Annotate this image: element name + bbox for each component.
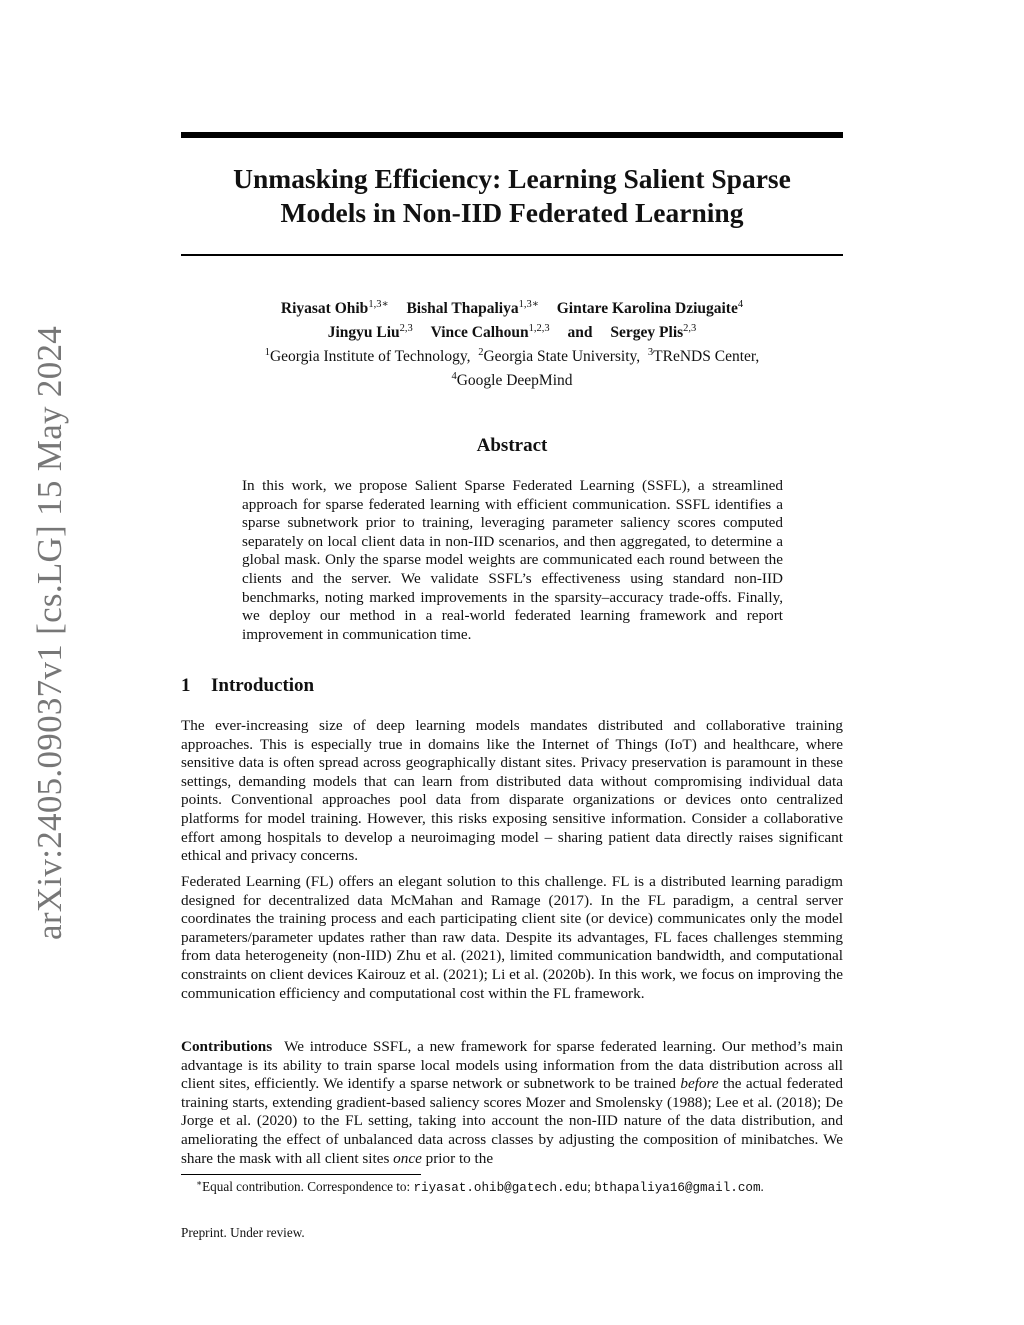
author-name: Jingyu Liu: [327, 324, 400, 341]
title-bottom-rule: [181, 254, 843, 256]
author-sup: 1,3∗: [518, 299, 539, 310]
contributions-lead: Contributions: [181, 1038, 273, 1055]
title-line-1: Unmasking Efficiency: Learning Salient Sparse: [233, 163, 791, 194]
affiliation: TReNDS Center,: [653, 348, 760, 365]
author-row-1: [181, 297, 843, 321]
affil-sup: 4: [451, 371, 457, 382]
author-name: Vince Calhoun: [430, 324, 529, 341]
paper-title: [181, 162, 843, 230]
abstract-text: In this work, we propose Salient Sparse Federated Learning (SSFL), a streamlined approach for sparse federated learning with efficient communication. SSFL identifies a sparse subnetwork prior to training, leveraging parameter saliency scores computed separately on local client data in non-IID scenarios, and then aggregated, to determine a global mask. Only the sparse model weights are communicated each round between the clients and the server. We validate SSFL’s effectiveness using standard non-IID benchmarks, noting marked improvements in the sparsity–accuracy trade-offs. Finally, we deploy our method in a real-world federated learning framework and report improvement in communication time.: [242, 477, 783, 643]
intro-paragraph-1: The ever-increasing size of deep learning models mandates distributed and collaborative training approaches. This is especially true in domains like the Internet of Things (IoT) and healthcare, where sensitive data is often spread across geographically distant sites. Privacy preservation is paramount in these settings, demanding models that can learn from distributed data without compromising individual data points. Conventional approaches pool data from disparate organizations or devices onto centralized platforms for model training. However, this risks exposing sensitive information. Consider a collaborative effort among hospitals to develop a neuroimaging model – sharing patient data directly raises significant ethical and privacy concerns.: [181, 717, 843, 865]
affiliation: Google DeepMind: [456, 372, 573, 389]
section-heading: [181, 675, 314, 697]
footnote: [196, 1179, 764, 1195]
title-line-2: Models in Non-IID Federated Learning: [280, 197, 744, 228]
author-sup: 1,2,3: [528, 323, 550, 334]
footnote-rule: [181, 1174, 421, 1175]
affiliation-row-2: [181, 369, 843, 393]
contrib-emphasis-before: before: [680, 1075, 719, 1093]
footnote-end: .: [760, 1179, 764, 1194]
affil-sup: 1: [264, 347, 270, 358]
affil-sup: 3: [647, 347, 654, 358]
contributions-paragraph: [181, 1038, 843, 1168]
preprint-notice: Preprint. Under review.: [181, 1225, 305, 1240]
affiliation: Georgia Institute of Technology,: [269, 348, 471, 365]
footnote-mark: ∗: [196, 1178, 203, 1188]
author-and: and: [567, 324, 593, 341]
author-sup: 4: [737, 299, 744, 310]
footnote-text: Equal contribution. Correspondence to:: [202, 1179, 411, 1194]
section-number: 1: [181, 675, 191, 696]
contrib-text-c: prior to the: [425, 1149, 494, 1167]
author-name: Sergey Plis: [610, 324, 684, 341]
arxiv-stamp: arXiv:2405.09037v1 [cs.LG] 15 May 2024: [30, 325, 69, 940]
affiliation-row-1: [181, 345, 843, 369]
abstract-heading: Abstract: [476, 435, 548, 456]
title-top-rule: [181, 132, 843, 138]
intro-paragraph-2: Federated Learning (FL) offers an elegant solution to this challenge. FL is a distributed learning paradigm designed for decentralized data McMahan and Ramage (2017). In the FL paradigm, a central server coordinates the training process and each participating client site (or device) communicates only the model parameters/parameter updates rather than raw data. Despite its advantages, FL faces challenges stemming from data heterogeneity (non-IID) Zhu et al. (2021), limited communication bandwidth, and computational constraints on client devices Kairouz et al. (2021); Li et al. (2020b). In this work, we focus on improving the communication efficiency and computational cost within the FL framework.: [181, 873, 843, 1002]
footnote-email-1[interactable]: riyasat.ohib@gatech.edu: [413, 1181, 588, 1195]
author-row-2: [181, 321, 843, 345]
author-name: Bishal Thapaliya: [406, 300, 519, 317]
affil-sup: 2: [478, 347, 484, 358]
author-block: [181, 297, 843, 393]
section-title: Introduction: [211, 675, 315, 696]
author-sup: 1,3∗: [368, 299, 389, 310]
affiliation: Georgia State University,: [483, 348, 641, 365]
footnote-sep: ;: [587, 1179, 591, 1194]
author-name: Riyasat Ohib: [280, 300, 369, 317]
author-sup: 2,3: [683, 323, 697, 334]
author-name: Gintare Karolina Dziugaite: [556, 300, 738, 317]
author-sup: 2,3: [399, 323, 413, 334]
contrib-text-a: We introduce SSFL, a new framework for sparse federated learning. Our method’s main advantage is its ability to train sparse local models using information from the data distribution across all client sites, efficiently. We identify a sparse network or subnetwork to be trained: [181, 1038, 843, 1093]
contrib-text-b: the actual federated training starts, extending gradient-based saliency scores Mozer and Smolensky (1988); Lee et al. (2018); De Jorge et al. (2020) to the FL setting, taking into account the non-IID nature of the data distribution, and ameliorating the effect of unbalanced data across classes by adjusting the composition of minibatches. We share the mask with all client sites: [181, 1075, 844, 1167]
contrib-emphasis-once: once: [393, 1149, 422, 1167]
footnote-email-2[interactable]: bthapaliya16@gmail.com: [594, 1181, 761, 1195]
